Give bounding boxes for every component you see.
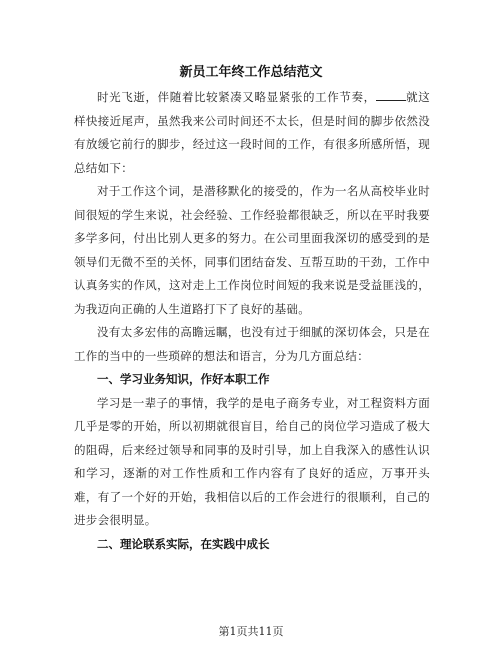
- section-heading-1: 一、学习业务知识，作好本职工作: [97, 372, 270, 386]
- section-heading-2: 二、理论联系实际，在实践中成长: [97, 536, 270, 551]
- intro-text-start: 时光飞逝，伴随着比较紧凑又略显紧张的工作节奏，: [97, 90, 376, 104]
- document-body: [74, 86, 430, 556]
- paragraph-overview: 没有太多宏伟的高瞻远瞩，也没有过于细腻的深切体会，只是在工作的当中的一些琐碎的想法和语言，分为几方面总结：: [74, 325, 430, 363]
- paragraph-learning: 学习是一辈子的事情，我学的是电子商务专业，对工程资料方面几乎是零的开始，所以初期就很盲目，给自己的岗位学习造成了极大的阻碍，后来经过领导和同事的及时引导，加上自我深入的感性认识和学习，逐渐的对工作性质和工作内容有了良好的适应，万事开头难，有了一个好的开始，我相信以后的工作会进行的很顺利，自己的进步会很明显。: [74, 395, 430, 527]
- paragraph-work-attitude: 对于工作这个词，是潜移默化的接受的，作为一名从高校毕业时间很短的学生来说，社会经验、工作经验都很缺乏，所以在平时我要多学多问，付出比别人更多的努力。在公司里面我深切的感受到的是领导们无微不至的关怀，同事们团结奋发、互帮互助的干劲，工作中认真务实的作风，这对走上工作岗位时间短的我来说是受益匪浅的，为我迈向正确的人生道路打下了良好的基础。: [74, 184, 430, 316]
- document-title: 新员工年终工作总结范文: [179, 65, 323, 80]
- fill-in-blank: [376, 90, 406, 101]
- paragraph-intro: [74, 86, 430, 180]
- intro-text-end: 就这样快接近尾声，虽然我来公司时间还不太长，但是时间的脚步依然没有放缓它前行的脚步，经过这一段时间的工作，有很多所感所悟，现总结如下：: [74, 90, 430, 175]
- page-number: 第1页共11页: [218, 625, 284, 638]
